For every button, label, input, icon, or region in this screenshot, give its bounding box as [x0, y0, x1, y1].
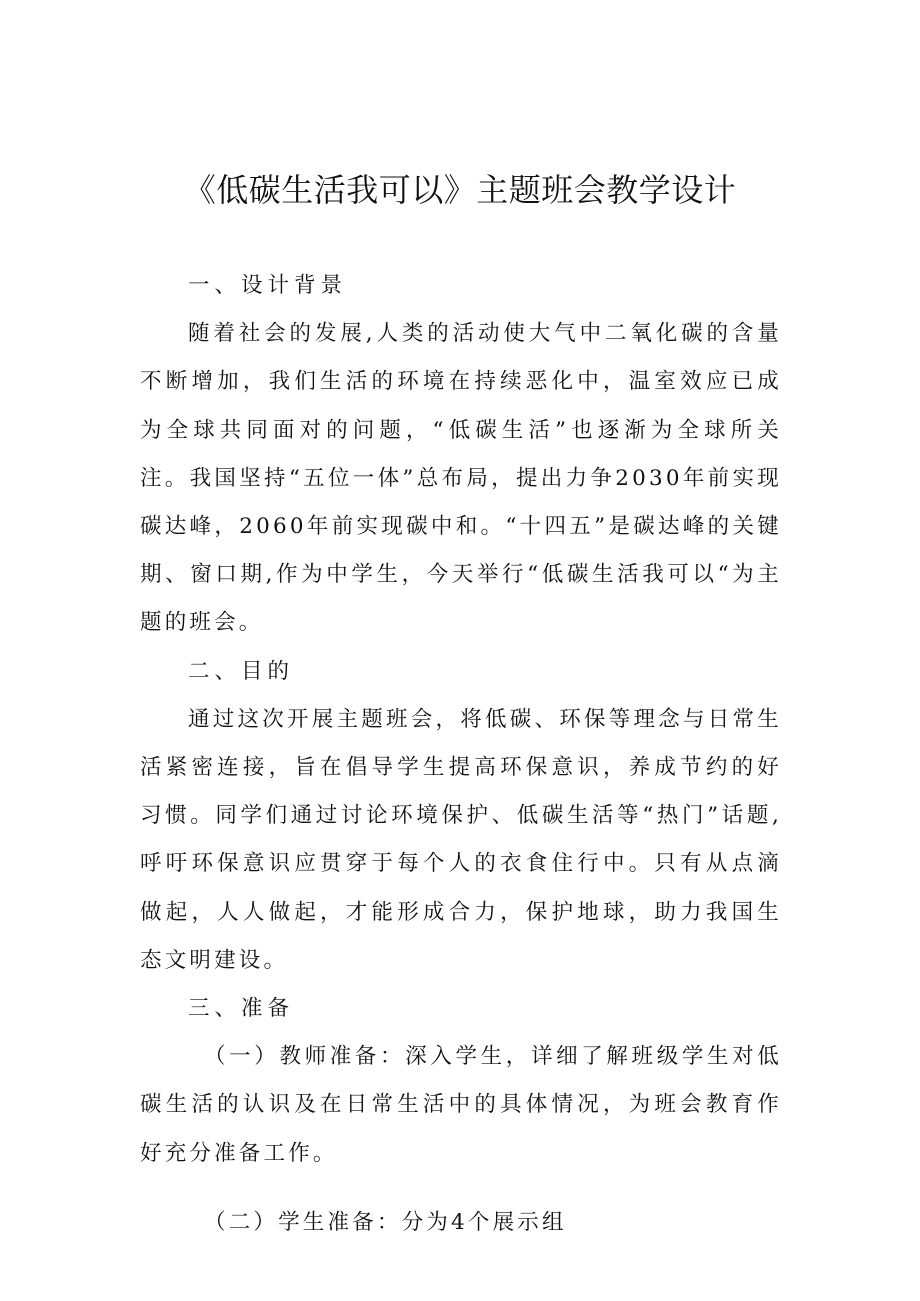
preparation-item-student: （二）学生准备：分为4个展示组 — [204, 1209, 567, 1235]
section-paragraph-background: 随着社会的发展,人类的活动使大气中二氧化碳的含量不断增加，我们生活的环境在持续恶化中，温室效应已成为全球共同面对的问题，“低碳生活”也逐渐为全球所关注。我国坚持“五位一体”总布局，提出力争2030年前实现碳达峰，2060年前实现碳中和。“十四五”是碳达峰的关键期、窗口期,作为中学生，今天举行“低碳生活我可以“为主题的班会。 — [140, 321, 782, 636]
document-body — [140, 262, 782, 1247]
section-heading-preparation: 三、准备 — [188, 996, 295, 1022]
preparation-item-teacher: （一）教师准备：深入学生，详细了解班级学生对低碳生活的认识及在日常生活中的具体情况，为班会教育作好充分准备工作。 — [140, 1044, 782, 1166]
section-paragraph-purpose: 通过这次开展主题班会，将低碳、环保等理念与日常生活紧密连接，旨在倡导学生提高环保意识，养成节约的好习惯。同学们通过讨论环境保护、低碳生活等“热门”话题,呼吁环保意识应贯穿于每个人的衣食住行中。只有从点滴做起，人人做起，才能形成合力，保护地球，助力我国生态文明建设。 — [140, 706, 782, 973]
section-heading-background: 一、设计背景 — [188, 273, 348, 298]
section-heading-purpose: 二、目的 — [188, 658, 295, 684]
document-title: 《低碳生活我可以》主题班会教学设计 — [183, 171, 737, 209]
paragraph-gap — [140, 1178, 782, 1199]
